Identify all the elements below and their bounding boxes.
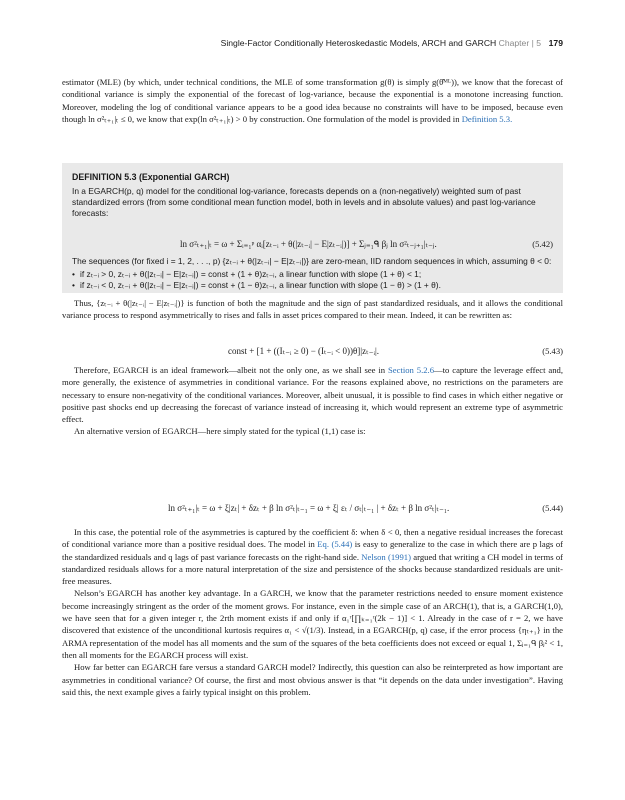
header-title: Single-Factor Conditionally Heteroskedastic Models, ARCH and GARCH <box>220 38 497 48</box>
thus-paragraph: Thus, {zₜ₋ᵢ + θ(|zₜ₋ᵢ| − E|zₜ₋ᵢ|)} is function of both the magnitude and the sign of past standardized residuals, and it allows the conditional variance process to respond asymmetrically to rises and falls in asset prices compared to their mean. Indeed, it can be rewritten as: <box>62 298 563 321</box>
equation-5-42: ln σ²ₜ₊₁|ₜ = ω + Σᵢ₌₁ᵖ αᵢ[zₜ₋ᵢ + θ(|zₜ₋ᵢ| − E|zₜ₋ᵢ|)] + Σⱼ₌₁ᑫ βⱼ ln σ²ₜ₋ⱼ₊₁|ₜ₋ⱼ. <box>180 239 437 249</box>
definition-title: DEFINITION 5.3 (Exponential GARCH) <box>72 172 230 182</box>
definition-link[interactable]: Definition 5.3. <box>461 113 513 124</box>
section-link[interactable]: Section 5.2.6 <box>388 365 435 375</box>
therefore-text-b: —to capture the leverage effect and, more generally, the existence of asymmetries in conditional variance. For the reasons explained above, no restrictions on the parameters are necessary to ensure non-negativity of the conditional variances. Moreover, albeit unusual, it is possible to find cases in which either negative or positive past shocks end up decreasing the forecast of variance instead of increasing it, which would represent an extreme type of asymmetric effect. <box>62 365 563 425</box>
definition-bullets <box>72 269 552 291</box>
howfar-paragraph: How far better can EGARCH fare versus a standard GARCH model? Indirectly, this question can also be reinterpreted as how important are asymmetries in conditional variance? Of course, the first and most obvious answer is that “it depends on the data under investigation”. Having said this, the next example gives a fairly typical insight on this problem. <box>62 662 563 697</box>
equation-5-44: ln σ²ₜ₊₁|ₜ = ω + ξ|zₜ| + δzₜ + β ln σ²ₜ|ₜ₋₁ = ω + ξ| εₜ / σₜ|ₜ₋₁ | + δzₜ + β ln σ²ₜ|ₜ₋₁. <box>168 503 450 513</box>
page-header <box>62 36 563 50</box>
bullet-negative: • if zₜ₋ᵢ < 0, zₜ₋ᵢ + θ(|zₜ₋ᵢ| − E|zₜ₋ᵢ|) = const + (1 − θ)zₜ₋ᵢ, a linear function with slope (1 − θ) > (1 + θ). <box>72 280 552 291</box>
definition-sequences: The sequences (for fixed i = 1, 2, . . ., p) {zₜ₋ᵢ + θ(|zₜ₋ᵢ| − E|zₜ₋ᵢ|)} are zero-mean, IID random sequences in which, assuming θ < 0: <box>72 256 552 266</box>
alternative-paragraph: An alternative version of EGARCH—here simply stated for the typical (1,1) case is: <box>74 426 366 437</box>
case-paragraph <box>62 526 563 587</box>
therefore-paragraph-block <box>62 364 563 438</box>
equation-link[interactable]: Eq. (5.44) <box>317 539 353 550</box>
definition-box <box>62 163 563 293</box>
page-number: 179 <box>548 38 563 48</box>
header-chapter: Chapter | 5 <box>498 38 541 48</box>
citation-link[interactable]: Nelson (1991) <box>361 551 411 562</box>
nelson-paragraph: Nelson’s EGARCH has another key advantage. In a GARCH, we know that the parameter restrictions needed to ensure moment existence become increasingly stringent as the order of the moment grows. For instance, even in the simple case of an ARCH(1), that is, a GARCH(1,0), we have seen that for a given integer r, the 2rth moment exists if and only if α₁ʳ[∏ₖ₌₁ʳ(2k − 1)] < 1. Already in the case of r = 2, we have discovered that existence of the unconditional kurtosis requires α₁ < √(1/3). Instead, in a EGARCH(p, q) case, if the error process {ηₜ₊₁} in the ARMA representation of the model has all moments and the sum of the squares of the beta coefficients does not exceed or equal 1, Σⱼ₌₁ᑫ βⱼ² < 1, then all moments for the EGARCH process will exist. <box>62 588 563 660</box>
bullet-positive: • if zₜ₋ᵢ > 0, zₜ₋ᵢ + θ(|zₜ₋ᵢ| − E|zₜ₋ᵢ|) = const + (1 + θ)zₜ₋ᵢ, a linear function with slope (1 + θ) < 1; <box>72 269 552 280</box>
equation-number-5-44: (5.44) <box>542 503 563 513</box>
thus-paragraph-block <box>62 297 563 322</box>
intro-paragraph <box>62 76 563 125</box>
intro-paragraph-block <box>62 76 563 125</box>
therefore-paragraph <box>62 364 563 425</box>
case-text-b: is easy to generalize to the case in which there are p lags of the standardized residuals and q lags of past variance forecasts on the right-hand side. <box>62 539 564 562</box>
equation-5-43: const + [1 + ((Iₜ₋ᵢ ≥ 0) − (Iₜ₋ᵢ < 0))θ]|zₜ₋ᵢ|. <box>228 346 380 356</box>
therefore-text-a: Therefore, EGARCH is an ideal framework—albeit not the only one, as we shall see in <box>74 365 386 375</box>
case-text-c: argued that writing a CH model in terms of standardized residuals allows for a more natural interpretation of the size and persistence of the shocks because standardized residuals are unit-free measures. <box>62 551 564 587</box>
equation-number-5-43: (5.43) <box>542 346 563 356</box>
case-text-a: In this case, the potential role of the asymmetries is captured by the coefficient δ: when δ < 0, then a negative residual increases the forecast of conditional variance more than a positive residual does. The model in <box>62 527 563 550</box>
definition-intro: In a EGARCH(p, q) model for the conditional log-variance, forecasts depends on a (non-negatively) weighted sum of past standardized errors (from some conditional mean function model, both in levels and in absolute values) and past log-variance forecasts: <box>72 186 536 219</box>
equation-number-5-42: (5.42) <box>532 239 553 249</box>
closing-paragraphs <box>62 526 563 698</box>
running-title <box>221 38 541 48</box>
intro-text: estimator (MLE) (by which, under technical conditions, the MLE of some transformation g(θ) is simply g(θ̂ᴹᴸ)), we know that the forecast of conditional variance is simply the exponential of the forecast of log-variance, because the exponential is a monotone increasing function. Moreover, modeling the log of conditional variance appears to be a good idea because no constraints will have to be imposed, because even though ln σ²ₜ₊₁|ₜ ≤ 0, we know that exp(ln σ²ₜ₊₁|ₜ) > 0 by construction. One formulation of the model is provided in <box>62 77 563 124</box>
